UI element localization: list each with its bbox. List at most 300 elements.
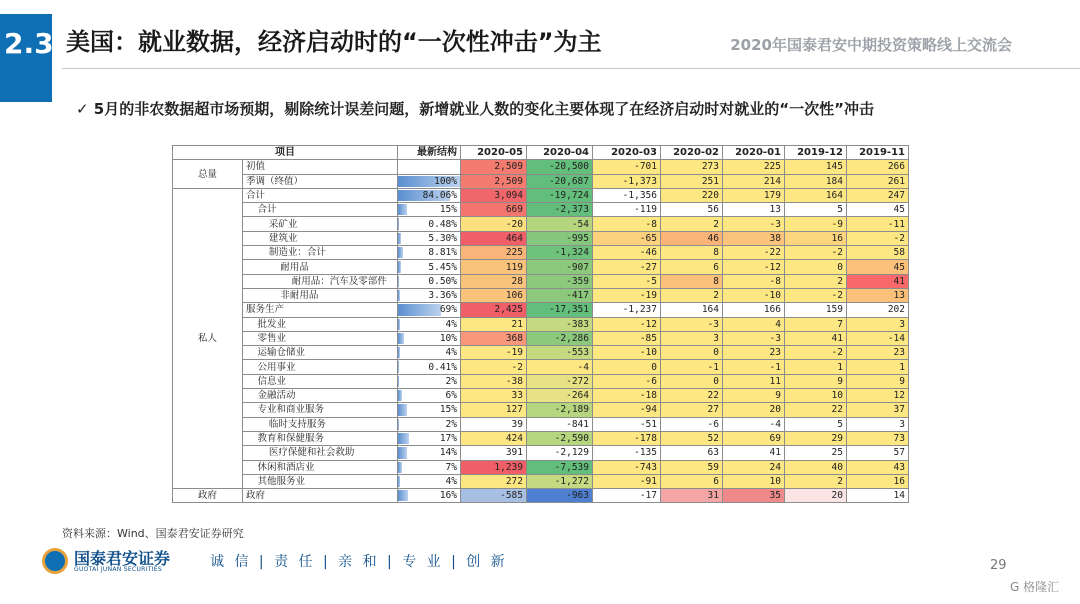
value-cell: -46 [593,246,661,260]
value-cell: -91 [593,474,661,488]
table-row [173,431,909,445]
value-cell: 0 [785,260,847,274]
value-cell: 10 [785,389,847,403]
structure-cell [398,417,461,431]
value-cell: 2,509 [461,174,527,188]
header-2020-05: 2020-05 [461,146,527,160]
row-label: 建筑业 [243,231,398,245]
structure-cell [398,446,461,460]
value-cell: -6 [661,417,723,431]
value-cell: 45 [847,260,909,274]
value-cell: 166 [723,303,785,317]
value-cell: -27 [593,260,661,274]
value-cell: -417 [527,288,593,302]
value-cell: -51 [593,417,661,431]
value-cell: -7,539 [527,460,593,474]
structure-cell [398,288,461,302]
structure-cell [398,346,461,360]
value-cell: -6 [593,374,661,388]
value-cell: 2,509 [461,160,527,174]
value-cell: 39 [461,417,527,431]
value-cell: 4 [723,317,785,331]
value-cell: 13 [723,203,785,217]
row-label: 采矿业 [243,217,398,231]
value-cell: 0 [661,374,723,388]
value-cell: -2,189 [527,403,593,417]
value-cell: -4 [723,417,785,431]
value-cell: 40 [785,460,847,474]
value-cell: 1 [847,360,909,374]
value-cell: 46 [661,231,723,245]
row-label: 初值 [243,160,398,174]
structure-bar [398,490,408,501]
value-cell: -8 [723,274,785,288]
company-name: 国泰君安证券 [74,549,171,568]
value-cell: -3 [723,217,785,231]
page-number: 29 [990,558,1007,573]
value-cell: 368 [461,331,527,345]
structure-value: 6% [445,390,457,402]
structure-cell [398,274,461,288]
table-row [173,260,909,274]
title-divider [62,68,1080,69]
value-cell: -65 [593,231,661,245]
table-row [173,317,909,331]
structure-value: 16% [439,490,457,502]
value-cell: 225 [461,246,527,260]
structure-cell [398,474,461,488]
value-cell: -19,724 [527,188,593,202]
value-cell: -2 [785,346,847,360]
value-cell: -8 [593,217,661,231]
value-cell: -963 [527,489,593,503]
value-cell: -3 [723,331,785,345]
value-cell: 3 [661,331,723,345]
value-cell: 73 [847,431,909,445]
value-cell: 2 [785,474,847,488]
value-cell: 164 [661,303,723,317]
value-cell: 225 [723,160,785,174]
value-cell: 27 [661,403,723,417]
value-cell: 31 [661,489,723,503]
value-cell: -2 [785,246,847,260]
structure-cell [398,389,461,403]
value-cell: -1,356 [593,188,661,202]
data-source: 资料来源：Wind、国泰君安证券研究 [62,527,244,540]
structure-value: 17% [439,433,457,445]
structure-value: 2% [445,418,457,430]
structure-value: 84.06% [422,190,457,202]
value-cell: -2,286 [527,331,593,345]
value-cell: -4 [527,360,593,374]
value-cell: 202 [847,303,909,317]
row-label: 临时支持服务 [243,417,398,431]
value-cell: 58 [847,246,909,260]
value-cell: 16 [785,231,847,245]
structure-value: 100% [434,175,457,187]
table-row [173,331,909,345]
page-title: 美国：就业数据，经济启动时的“一次性冲击”为主 [66,28,602,56]
structure-value: 4% [445,475,457,487]
value-cell: 214 [723,174,785,188]
value-cell: -38 [461,374,527,388]
structure-bar [398,404,407,415]
structure-value: 10% [439,333,457,344]
value-cell: 1,239 [461,460,527,474]
table-row [173,417,909,431]
structure-cell [398,246,461,260]
table-row [173,174,909,188]
value-cell: -10 [593,346,661,360]
table-row [173,303,909,317]
value-cell: 5 [785,417,847,431]
value-cell: 164 [785,188,847,202]
value-cell: 247 [847,188,909,202]
value-cell: -20,687 [527,174,593,188]
value-cell: 20 [785,489,847,503]
header-structure: 最新结构 [398,146,461,160]
value-cell: 0 [661,346,723,360]
row-label: 耐用品 [243,260,398,274]
value-cell: 8 [661,246,723,260]
row-label: 季调（终值） [243,174,398,188]
value-cell: 28 [461,274,527,288]
value-cell: 10 [723,474,785,488]
value-cell: 7 [785,317,847,331]
value-cell: 63 [661,446,723,460]
structure-cell [398,360,461,374]
value-cell: -272 [527,374,593,388]
value-cell: 52 [661,431,723,445]
value-cell: -9 [785,217,847,231]
structure-bar [398,290,400,301]
value-cell: 21 [461,317,527,331]
table-row [173,489,909,503]
header-2020-04: 2020-04 [527,146,593,160]
value-cell: 14 [847,489,909,503]
value-cell: -18 [593,389,661,403]
structure-value: 5.30% [428,232,457,244]
value-cell: -94 [593,403,661,417]
company-name-en: GUOTAI JUNAN SECURITIES [74,566,162,573]
value-cell: -1,324 [527,246,593,260]
company-logo-icon [42,548,68,574]
header-2020-02: 2020-02 [661,146,723,160]
table-row [173,403,909,417]
row-label: 耐用品：汽车及零部件 [243,274,398,288]
structure-bar [398,376,399,387]
section-number: 2.3 [0,14,52,102]
value-cell: 8 [661,274,723,288]
value-cell: 16 [847,474,909,488]
value-cell: -264 [527,389,593,403]
structure-bar [398,204,407,215]
structure-value: 0.41% [428,361,457,373]
value-cell: -5 [593,274,661,288]
value-cell: 391 [461,446,527,460]
table-row [173,188,909,202]
header-item: 项目 [173,146,398,160]
table-row [173,446,909,460]
structure-bar [398,347,400,358]
row-label: 零售业 [243,331,398,345]
structure-cell [398,431,461,445]
value-cell: 1 [785,360,847,374]
row-label: 教育和保健服务 [243,431,398,445]
value-cell: -20 [461,217,527,231]
value-cell: -12 [593,317,661,331]
value-cell: 57 [847,446,909,460]
value-cell: 69 [723,431,785,445]
value-cell: -1 [723,360,785,374]
value-cell: 5 [785,203,847,217]
structure-value: 3.36% [428,290,457,302]
value-cell: 43 [847,460,909,474]
structure-cell [398,174,461,188]
value-cell: 13 [847,288,909,302]
structure-cell [398,317,461,331]
table-row [173,360,909,374]
row-label: 运输仓储业 [243,346,398,360]
structure-bar [398,304,441,315]
value-cell: 9 [723,389,785,403]
structure-cell [398,489,461,503]
structure-bar [398,261,401,272]
row-label: 休闲和酒店业 [243,460,398,474]
value-cell: -17,351 [527,303,593,317]
value-cell: -85 [593,331,661,345]
value-cell: 25 [785,446,847,460]
value-cell: -17 [593,489,661,503]
structure-cell [398,260,461,274]
row-label: 信息业 [243,374,398,388]
value-cell: 3 [847,317,909,331]
structure-bar [398,447,407,458]
value-cell: 23 [723,346,785,360]
value-cell: 266 [847,160,909,174]
structure-value: 7% [445,461,457,473]
value-cell: -22 [723,246,785,260]
value-cell: -995 [527,231,593,245]
value-cell: 145 [785,160,847,174]
value-cell: -585 [461,489,527,503]
value-cell: -119 [593,203,661,217]
value-cell: 33 [461,389,527,403]
table-row [173,288,909,302]
table-row [173,246,909,260]
group-total: 总量 [173,160,243,189]
value-cell: 41 [785,331,847,345]
value-cell: -2,590 [527,431,593,445]
row-label: 合计 [243,188,398,202]
value-cell: 45 [847,203,909,217]
structure-bar [398,233,401,244]
group-gov: 政府 [173,489,243,503]
value-cell: 159 [785,303,847,317]
value-cell: 6 [661,474,723,488]
structure-value: 0.50% [428,275,457,287]
structure-bar [398,462,402,473]
value-cell: -12 [723,260,785,274]
table-row [173,217,909,231]
value-cell: 37 [847,403,909,417]
value-cell: 38 [723,231,785,245]
value-cell: 2 [661,288,723,302]
row-label: 制造业：合计 [243,246,398,260]
structure-cell [398,188,461,202]
value-cell: -3 [661,317,723,331]
value-cell: -10 [723,288,785,302]
value-cell: 23 [847,346,909,360]
structure-cell [398,231,461,245]
table-header-row [173,146,909,160]
value-cell: -19 [593,288,661,302]
value-cell: -54 [527,217,593,231]
structure-bar [398,433,409,444]
header-2020-03: 2020-03 [593,146,661,160]
value-cell: 22 [661,389,723,403]
structure-cell [398,160,461,174]
table-row [173,374,909,388]
value-cell: 272 [461,474,527,488]
structure-cell [398,203,461,217]
table-row [173,474,909,488]
table-row [173,460,909,474]
structure-cell [398,331,461,345]
row-label: 服务生产 [243,303,398,317]
value-cell: 2 [785,274,847,288]
value-cell: -2 [461,360,527,374]
value-cell: -359 [527,274,593,288]
value-cell: -553 [527,346,593,360]
value-cell: 59 [661,460,723,474]
value-cell: 22 [785,403,847,417]
value-cell: 220 [661,188,723,202]
structure-value: 2% [445,375,457,387]
value-cell: -2,129 [527,446,593,460]
row-label: 批发业 [243,317,398,331]
structure-value: 4% [445,318,457,330]
employment-table [172,145,909,503]
value-cell: 9 [847,374,909,388]
table-row [173,231,909,245]
value-cell: 24 [723,460,785,474]
structure-bar [398,319,400,330]
key-point: ✓ 5月的非农数据超市场预期，剔除统计误差问题，新增就业人数的变化主要体现了在经济启动时对就业的“一次性”冲击 [76,100,874,118]
value-cell: 119 [461,260,527,274]
value-cell: -701 [593,160,661,174]
structure-cell [398,374,461,388]
value-cell: -743 [593,460,661,474]
row-label: 公用事业 [243,360,398,374]
structure-value: 69% [439,304,457,316]
row-label: 其他服务业 [243,474,398,488]
value-cell: 35 [723,489,785,503]
table-row [173,274,909,288]
table-row [173,160,909,174]
structure-value: 4% [445,347,457,359]
header-2020-01: 2020-01 [723,146,785,160]
value-cell: 41 [847,274,909,288]
value-cell: 41 [723,446,785,460]
structure-bar [398,390,402,401]
value-cell: -19 [461,346,527,360]
value-cell: 20 [723,403,785,417]
row-label: 非耐用品 [243,288,398,302]
value-cell: 669 [461,203,527,217]
value-cell: -2 [785,288,847,302]
structure-bar [398,419,399,430]
value-cell: -178 [593,431,661,445]
value-cell: 29 [785,431,847,445]
value-cell: -1,272 [527,474,593,488]
value-cell: 56 [661,203,723,217]
structure-cell [398,303,461,317]
structure-value: 5.45% [428,261,457,273]
value-cell: -20,500 [527,160,593,174]
value-cell: 184 [785,174,847,188]
row-label: 医疗保健和社会救助 [243,446,398,460]
value-cell: 0 [593,360,661,374]
value-cell: -907 [527,260,593,274]
value-cell: -1,373 [593,174,661,188]
value-cell: -841 [527,417,593,431]
structure-bar [398,333,404,344]
table-row [173,203,909,217]
structure-value: 8.81% [428,247,457,259]
structure-cell [398,460,461,474]
header-2019-12: 2019-12 [785,146,847,160]
value-cell: 2 [661,217,723,231]
row-label: 合计 [243,203,398,217]
value-cell: 464 [461,231,527,245]
row-label: 专业和商业服务 [243,403,398,417]
value-cell: -14 [847,331,909,345]
structure-bar [398,476,400,487]
structure-value: 14% [439,447,457,459]
row-label: 金融活动 [243,389,398,403]
value-cell: 9 [785,374,847,388]
value-cell: 6 [661,260,723,274]
table-row [173,346,909,360]
value-cell: -1,237 [593,303,661,317]
conference-name: 2020年国泰君安中期投资策略线上交流会 [730,36,1012,54]
value-cell: 3 [847,417,909,431]
value-cell: 2,425 [461,303,527,317]
value-cell: -383 [527,317,593,331]
structure-cell [398,403,461,417]
value-cell: -2,373 [527,203,593,217]
structure-value: 15% [439,204,457,216]
value-cell: 424 [461,431,527,445]
value-cell: 127 [461,403,527,417]
value-cell: 106 [461,288,527,302]
value-cell: 11 [723,374,785,388]
company-motto: 诚 信 | 责 任 | 亲 和 | 专 业 | 创 新 [210,554,508,570]
row-label: 政府 [243,489,398,503]
value-cell: -1 [661,360,723,374]
value-cell: 251 [661,174,723,188]
group-private: 私人 [173,188,243,488]
structure-cell [398,217,461,231]
value-cell: 273 [661,160,723,174]
value-cell: 12 [847,389,909,403]
watermark: G 格隆汇 [1010,580,1060,594]
value-cell: 3,094 [461,188,527,202]
value-cell: -11 [847,217,909,231]
value-cell: -135 [593,446,661,460]
structure-value: 0.48% [428,218,457,230]
